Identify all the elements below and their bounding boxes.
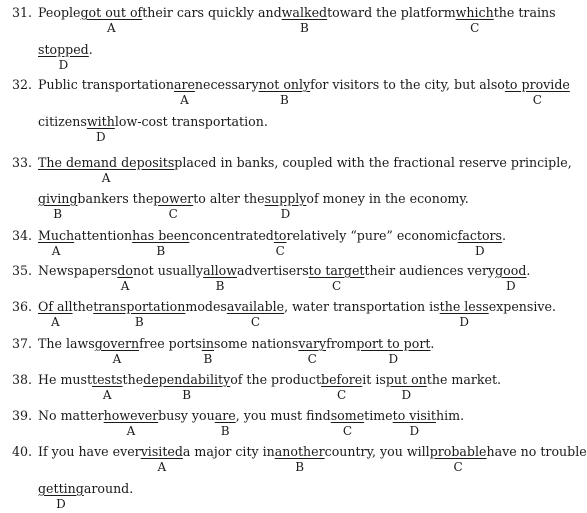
underlined-option-text [103,408,159,438]
sentence-text [230,372,321,387]
option-phrase: stopped [38,42,89,57]
text-run: the [72,299,94,314]
sentence-text [77,191,153,206]
option-phrase: walked [281,5,328,20]
question-continuation-line [0,191,469,221]
underlined-option-text [153,191,194,221]
underlined-option-text [439,299,489,329]
sentence-text [38,5,81,20]
option-phrase: giving [38,191,78,206]
option-phrase: dependability [143,372,231,387]
text-run: People [38,5,81,20]
option-letter-label: A [101,171,111,185]
sentence-text [183,444,275,459]
sentence-text [436,408,464,423]
question-continuation-line [0,42,93,72]
underlined-option-text [132,228,190,258]
sentence-text [193,191,264,206]
option-phrase: Much [38,228,75,243]
option-letter-label: C [307,352,317,366]
option-letter-label: D [409,424,420,438]
text-run: If you have ever [38,444,141,459]
text-run: busy you [158,408,215,423]
text-run: it is [362,372,386,387]
text-run: the trains [493,5,556,20]
question-number: 40. [12,444,33,459]
option-letter-label: B [156,244,166,258]
sentence-text [38,263,117,278]
text-run: , water transportation is [284,299,440,314]
option-letter-label: B [182,388,192,402]
option-letter-label: C [342,424,353,438]
sentence-text [325,444,430,459]
sentence-text [84,481,133,496]
text-run: bankers the [77,191,154,206]
sentence-text [142,5,281,20]
sentence-text [195,77,259,92]
option-letter-label: B [279,93,289,107]
underlined-option-text [38,155,175,185]
sentence-text [38,77,174,92]
option-phrase: supply [264,191,307,206]
sentence-text [139,336,202,351]
option-phrase: allow [203,263,238,278]
text-run: . [430,336,435,351]
option-phrase: put on [385,372,427,387]
question-line [0,336,435,366]
option-letter-label: A [50,315,60,329]
option-letter-label: B [220,424,230,438]
sentence-text [38,372,92,387]
text-run: relatively “pure” economic [286,228,458,243]
underlined-option-text [38,481,84,511]
text-run: country, you will [324,444,430,459]
option-phrase: to [273,228,287,243]
underlined-option-text [117,263,133,293]
text-run: a major city in [182,444,275,459]
text-run: around. [83,481,134,496]
sentence-text [73,299,94,314]
text-run: placed in banks, coupled with the fractional reserve principle, [174,155,572,170]
text-run: their audiences very [364,263,496,278]
sentence-text [327,5,456,20]
sentence-text [158,408,215,423]
text-run: have no trouble [486,444,587,459]
option-letter-label: D [58,58,69,72]
option-phrase: available [226,299,285,314]
text-run: expensive. [488,299,556,314]
text-run: . [502,228,507,243]
text-run: . [88,42,93,57]
option-phrase: good [495,263,527,278]
option-letter-label: D [56,497,66,511]
text-run: citizens [38,114,87,129]
option-letter-label: B [53,207,63,221]
option-phrase: vary [298,336,327,351]
question-line [0,372,502,402]
option-phrase: probable [429,444,487,459]
option-phrase: port to port [356,336,431,351]
option-phrase: the less [439,299,489,314]
sentence-text [38,336,95,351]
sentence-text [306,191,468,206]
text-run: toward the platform [327,5,456,20]
question-line [0,5,556,35]
question-continuation-line [0,114,268,144]
underlined-option-text [38,191,78,221]
text-run: of money in the economy. [306,191,469,206]
question-line [0,155,572,185]
underlined-option-text [203,263,238,293]
underlined-option-text [281,5,328,35]
text-run: the [122,372,144,387]
underlined-option-text [308,263,365,293]
option-letter-label: C [168,207,178,221]
sentence-text [214,336,298,351]
text-run: time [364,408,393,423]
sentence-text [189,228,274,243]
option-phrase: The demand deposits [38,155,175,170]
text-run: modes [185,299,227,314]
option-phrase: transportation [93,299,186,314]
option-phrase: to provide [504,77,570,92]
underlined-option-text [321,372,363,402]
option-letter-label: A [107,21,116,35]
sentence-text [310,77,505,92]
sentence-text [133,263,203,278]
question-line [0,299,556,329]
underlined-option-text [214,408,236,438]
question-line [0,408,465,438]
option-phrase: tests [92,372,123,387]
text-run: of the product [230,372,322,387]
option-phrase: with [86,114,115,129]
underlined-option-text [385,372,427,402]
option-letter-label: A [126,424,136,438]
option-letter-label: A [112,352,122,366]
underlined-option-text [38,228,75,258]
sentence-text [74,228,132,243]
option-phrase: got out of [80,5,143,20]
question-line [0,263,531,293]
underlined-option-text [86,114,115,144]
underlined-option-text [93,299,186,329]
underlined-option-text [298,336,327,366]
text-run: to alter the [193,191,265,206]
option-phrase: govern [94,336,140,351]
underlined-option-text [495,263,527,293]
option-phrase: before [321,372,363,387]
sentence-text [115,114,268,129]
option-phrase: however [103,408,159,423]
option-letter-label: A [180,93,189,107]
text-run: some nations [214,336,299,351]
option-letter-label: D [459,315,469,329]
option-letter-label: C [470,21,480,35]
sentence-text [287,228,458,243]
text-run: He must [38,372,93,387]
option-phrase: to visit [392,408,436,423]
question-number: 31. [12,5,33,20]
option-letter-label: A [102,388,112,402]
option-phrase: are [214,408,236,423]
text-run: . [526,263,531,278]
sentence-text [486,444,586,459]
underlined-option-text [143,372,231,402]
text-run: concentrated [189,228,274,243]
question-number: 36. [12,299,33,314]
option-letter-label: C [453,460,463,474]
text-run: Newspapers [38,263,118,278]
sentence-text [364,408,392,423]
option-letter-label: B [299,21,309,35]
option-letter-label: B [215,279,225,293]
sentence-text [38,444,141,459]
option-letter-label: D [505,279,516,293]
underlined-option-text [455,5,494,35]
underlined-option-text [457,228,503,258]
sentence-text [174,155,571,170]
sentence-text [326,336,356,351]
option-phrase: some [330,408,365,423]
option-letter-label: A [120,279,130,293]
option-letter-label: B [295,460,305,474]
option-phrase: getting [38,481,84,496]
text-run: him. [435,408,465,423]
question-line [0,444,587,474]
option-phrase: are [173,77,195,92]
option-letter-label: C [331,279,342,293]
sentence-text [427,372,501,387]
text-run: advertisers [237,263,309,278]
underlined-option-text [264,191,307,221]
underlined-option-text [356,336,431,366]
question-number: 38. [12,372,33,387]
underlined-option-text [226,299,285,329]
question-number: 39. [12,408,33,423]
text-run: for visitors to the city, but also [310,77,505,92]
option-phrase: do [117,263,133,278]
underlined-option-text [429,444,487,474]
question-continuation-line [0,481,134,511]
question-number: 34. [12,228,33,243]
question-number: 32. [12,77,33,92]
option-letter-label: D [388,352,399,366]
text-run: low-cost transportation. [114,114,268,129]
sentence-text [38,408,104,423]
option-phrase: visited [140,444,183,459]
underlined-option-text [94,336,140,366]
underlined-option-text [38,42,89,72]
option-phrase: has been [132,228,190,243]
sentence-text [284,299,440,314]
question-line [0,77,570,107]
question-number: 33. [12,155,33,170]
option-letter-label: B [203,352,213,366]
sentence-text [430,336,434,351]
text-run: the market. [426,372,502,387]
question-number: 37. [12,336,33,351]
option-letter-label: B [134,315,144,329]
underlined-option-text [38,299,73,329]
sentence-text [236,408,331,423]
sentence-text [38,114,87,129]
text-run: necessary [194,77,259,92]
sentence-text [89,42,93,57]
sentence-text [526,263,530,278]
text-run: free ports [139,336,202,351]
text-run: , you must find [235,408,331,423]
text-run: The laws [38,336,95,351]
option-phrase: factors [457,228,503,243]
sentence-text [362,372,386,387]
option-phrase: in [201,336,215,351]
option-letter-label: D [401,388,412,402]
underlined-option-text [140,444,183,474]
option-letter-label: D [280,207,291,221]
underlined-option-text [330,408,365,438]
text-run: not usually [132,263,204,278]
text-run: Public transportation [38,77,174,92]
question-line [0,228,507,258]
option-phrase: which [455,5,494,20]
sentence-text [494,5,556,20]
text-run: their cars quickly and [142,5,282,20]
sentence-text [123,372,144,387]
option-letter-label: C [337,388,347,402]
option-letter-label: C [275,244,285,258]
option-letter-label: D [96,130,106,144]
sentence-text [489,299,556,314]
option-phrase: not only [258,77,311,92]
option-phrase: another [274,444,325,459]
option-letter-label: C [250,315,261,329]
underlined-option-text [392,408,436,438]
underlined-option-text [92,372,123,402]
option-letter-label: A [157,460,167,474]
underlined-option-text [258,77,311,107]
underlined-option-text [201,336,215,366]
underlined-option-text [80,5,143,35]
option-phrase: to target [308,263,365,278]
option-phrase: power [153,191,194,206]
text-run: from [326,336,357,351]
underlined-option-text [273,228,287,258]
option-letter-label: A [51,244,61,258]
underlined-option-text [504,77,570,107]
underlined-option-text [274,444,325,474]
option-letter-label: C [532,93,542,107]
sentence-text [237,263,309,278]
underlined-option-text [173,77,195,107]
text-run: No matter [38,408,104,423]
question-number: 35. [12,263,33,278]
sentence-text [185,299,227,314]
option-phrase: Of all [38,299,73,314]
option-letter-label: D [475,244,485,258]
sentence-text [502,228,506,243]
sentence-text [364,263,495,278]
text-run: attention [74,228,133,243]
